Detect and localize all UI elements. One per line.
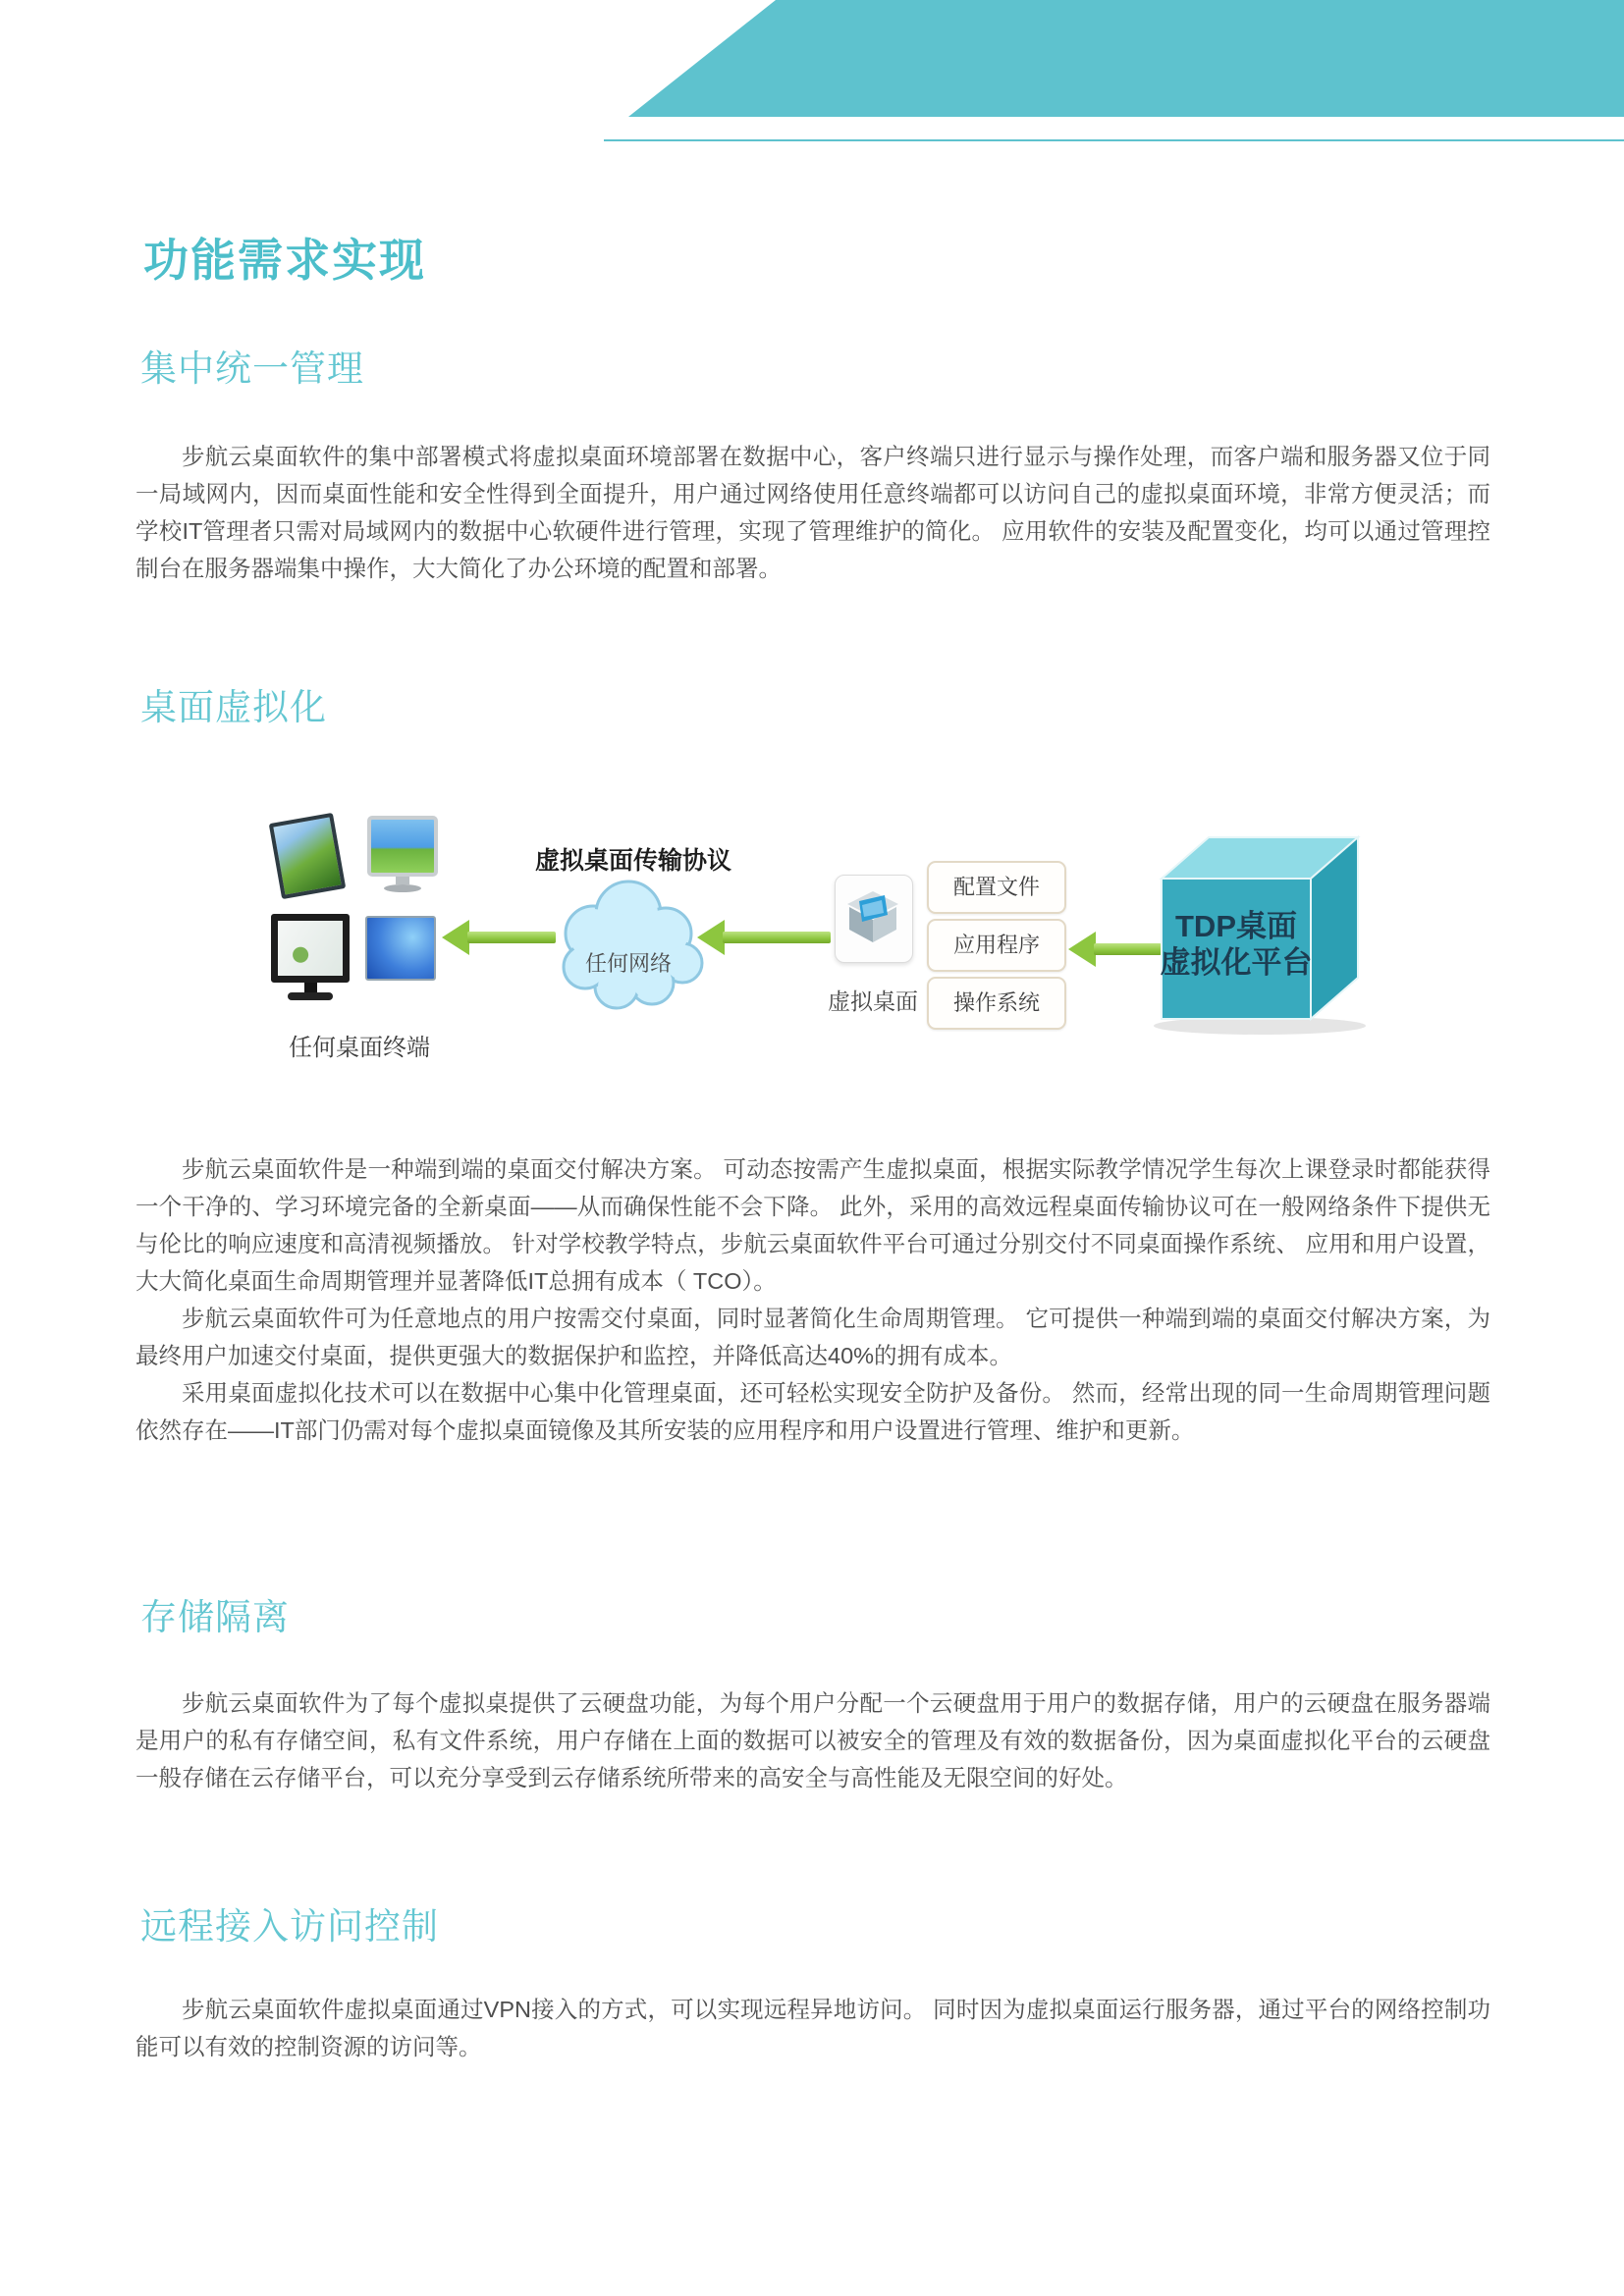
- layer-operating-system: 操作系统: [927, 977, 1066, 1030]
- section-heading-desktop-virtualization: 桌面虚拟化: [140, 687, 327, 727]
- desktop-layer-stack: [927, 861, 1066, 1035]
- section-heading-remote-access-control: 远程接入访问控制: [140, 1906, 439, 1947]
- section-heading-centralized-management: 集中统一管理: [140, 348, 364, 389]
- paragraph-text: 采用桌面虚拟化技术可以在数据中心集中化管理桌面，还可轻松实现安全防护及备份。 然而，经常出现的同一生命周期管理问题依然存在——IT部门仍需对每个虚拟桌面镜像及其所安装的应用程序和用户设置进行管理、维护和更新。: [135, 1380, 1490, 1443]
- terminal-devices-cluster: [271, 814, 458, 1015]
- paragraph-text: 步航云桌面软件的集中部署模式将虚拟桌面环境部署在数据中心，客户终端只进行显示与操作处理，而客户端和服务器又位于同一局域网内，因而桌面性能和安全性得到全面提升，用户通过网络使用任意终端都可以访问自己的虚拟桌面环境，非常方便灵活；而学校IT管理者只需对局域网内的数据中心软硬件进行管理，实现了管理维护的简化。 应用软件的安装及配置变化，均可以通过管理控制台在服务器端集中操作，大大简化了办公环境的配置和部署。: [135, 444, 1490, 581]
- xp-monitor-terminal-image: [367, 816, 438, 892]
- network-cloud-icon: [548, 865, 709, 1016]
- virtual-desktop-label: 虚拟桌面: [828, 988, 918, 1014]
- page-title: 功能需求实现: [143, 235, 426, 286]
- network-label: 任何网络: [584, 951, 672, 976]
- platform-label-line2: 虚拟化平台: [1160, 945, 1313, 980]
- section-heading-storage-isolation: 存储隔离: [140, 1597, 290, 1637]
- banner-rule-line: [604, 139, 1624, 141]
- paragraph-text: 步航云桌面软件可为任意地点的用户按需交付桌面，同时显著简化生命周期管理。 它可提供一种端到端的桌面交付解决方案，为最终用户加速交付桌面，提供更强大的数据保护和监控，并降低高达40%的拥有成本。: [135, 1306, 1490, 1368]
- banner-parallelogram: [0, 0, 1624, 117]
- arrow-cloud-to-terminals: [442, 920, 556, 955]
- paragraph-text: 步航云桌面软件虚拟桌面通过VPN接入的方式，可以实现远程异地访问。 同时因为虚拟桌面运行服务器，通过平台的网络控制功能可以有效的控制资源的访问等。: [135, 1997, 1490, 2059]
- layer-applications: 应用程序: [927, 919, 1066, 972]
- paragraph-storage-isolation: [135, 1684, 1490, 1796]
- paragraph-text: 步航云桌面软件是一种端到端的桌面交付解决方案。 可动态按需产生虚拟桌面，根据实际教学情况学生每次上课登录时都能获得一个干净的、学习环境完备的全新桌面——从而确保性能不会下降。 此外，采用的高效远程桌面传输协议可在一般网络条件下提供无与伦比的响应速度和高清视频播放。 针对学校教学特点，步航云桌面软件平台可通过分别交付不同桌面操作系统、 应用和用户设置，大大简化桌面生命周期管理并显著降低IT总拥有成本（ TCO）。: [135, 1156, 1490, 1294]
- protocol-label: 虚拟桌面传输协议: [534, 847, 731, 875]
- black-monitor-terminal-image: [271, 914, 350, 1000]
- layer-config-files: 配置文件: [927, 861, 1066, 914]
- tablet-terminal-image: [275, 818, 340, 894]
- platform-label: [1158, 908, 1315, 981]
- platform-label-line1: TDP桌面: [1175, 909, 1297, 943]
- paragraph-text: 步航云桌面软件为了每个虚拟桌提供了云硬盘功能，为每个用户分配一个云硬盘用于用户的数据存储，用户的云硬盘在服务器端是用户的私有存储空间，私有文件系统，用户存储在上面的数据可以被安全的管理及有效的数据备份，因为桌面虚拟化平台的云硬盘一般存储在云存储平台，可以充分享受到云存储系统所带来的高安全与高性能及无限空间的好处。: [135, 1690, 1490, 1790]
- desktop-virtualization-diagram: [177, 800, 1414, 1095]
- paragraph-remote-access-control: [135, 1991, 1490, 2065]
- virtual-desktop-icon: [835, 875, 913, 963]
- paragraphs-desktop-virtualization: [135, 1150, 1490, 1449]
- paragraph-centralized-management: [135, 438, 1490, 587]
- arrow-desktop-to-cloud: [697, 920, 831, 955]
- win7-screen-terminal-image: [365, 916, 436, 981]
- terminals-label: 任何桌面终端: [289, 1035, 430, 1061]
